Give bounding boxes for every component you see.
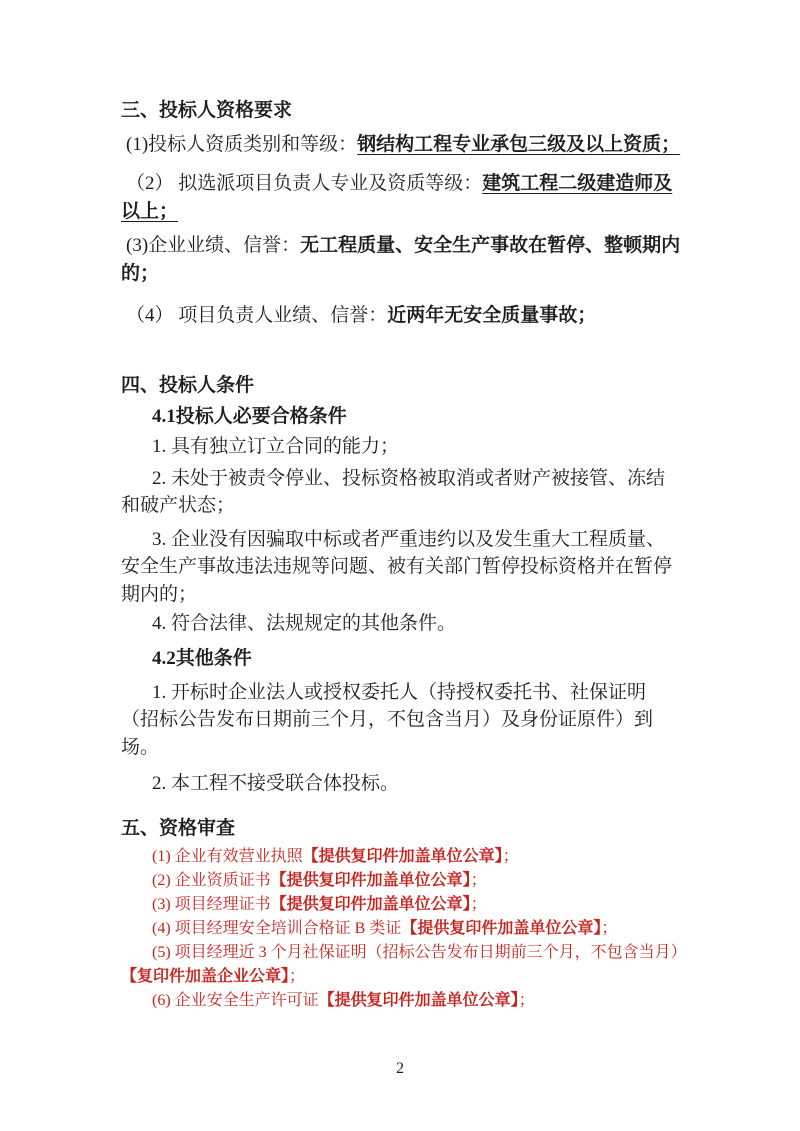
review-item-2-text: (2) 企业资质证书 — [152, 871, 271, 889]
review-item-1-text: (1) 企业有效营业执照 — [152, 847, 303, 865]
qualification-item-1 — [121, 131, 682, 159]
qualification-item-4-label: （4） 项目负责人业绩、信誉： — [126, 305, 388, 326]
review-item-3-text: (3) 项目经理证书 — [152, 895, 271, 913]
condition-item-2: 2. 未处于被责令停业、投标资格被取消或者财产被接管、冻结和破产状态； — [121, 467, 666, 516]
section-5-heading: 五、资格审查 — [121, 817, 236, 839]
review-item-3-stamp-note: 【提供复印件加盖单位公章】 — [270, 895, 471, 913]
qualification-item-2 — [121, 170, 682, 226]
review-item-5-end: ； — [289, 967, 306, 985]
review-item-2-end: ； — [470, 871, 487, 889]
review-item-5-stamp-note: 【复印件加盖企业公章】 — [121, 967, 290, 985]
review-item-6-text: (6) 企业安全生产许可证 — [152, 991, 319, 1009]
qualification-item-2-label: （2） 拟选派项目负责人专业及资质等级： — [126, 173, 483, 194]
review-item-4-stamp-note: 【提供复印件加盖单位公章】 — [401, 919, 602, 937]
qualification-item-1-value: 钢结构工程专业承包三级及以上资质； — [357, 134, 681, 155]
qualification-item-3 — [121, 232, 682, 288]
qualification-item-4-value: 近两年无安全质量事故； — [387, 305, 597, 326]
review-item-2 — [121, 869, 682, 893]
review-item-4-end: ； — [601, 919, 618, 937]
review-item-6-end: ； — [518, 991, 535, 1009]
qualification-item-3-value: 无工程质量、安全生产事故在暂停、整顿期内的； — [121, 235, 681, 284]
review-item-4-text: (4) 项目经理安全培训合格证 B 类证 — [152, 919, 402, 937]
review-item-1-stamp-note: 【提供复印件加盖单位公章】 — [302, 847, 503, 865]
condition-item-1: 1. 具有独立订立合同的能力； — [152, 436, 400, 457]
section-4-2-heading: 4.2其他条件 — [152, 647, 252, 669]
review-item-3 — [121, 893, 682, 917]
page-number: 2 — [396, 1060, 404, 1077]
review-item-1-end: ； — [502, 847, 519, 865]
condition-item-4: 4. 符合法律、法规规定的其他条件。 — [152, 613, 457, 634]
section-4-heading: 四、投标人条件 — [121, 375, 255, 396]
review-item-6-stamp-note: 【提供复印件加盖单位公章】 — [318, 991, 519, 1009]
section-4-1-heading: 4.1投标人必要合格条件 — [152, 406, 347, 427]
qualification-item-1-label: (1)投标人资质类别和等级： — [126, 134, 358, 155]
review-item-3-end: ； — [470, 895, 487, 913]
review-item-2-stamp-note: 【提供复印件加盖单位公章】 — [270, 871, 471, 889]
other-condition-item-2: 2. 本工程不接受联合体投标。 — [152, 773, 400, 794]
other-condition-item-1: 1. 开标时企业法人或授权委托人（持授权委托书、社保证明（招标公告发布日期前三个月，不包含当月）及身份证原件）到场。 — [121, 681, 654, 758]
section-3-heading: 三、投标人资格要求 — [121, 100, 293, 121]
review-item-1 — [121, 845, 682, 869]
qualification-item-3-label: (3)企业业绩、信誉： — [126, 235, 301, 256]
document-content — [121, 97, 687, 1013]
review-item-5 — [121, 941, 687, 989]
qualification-item-4 — [121, 302, 682, 330]
qualification-item-2-value: 建筑工程二级建造师及以上； — [121, 173, 673, 222]
review-item-6 — [121, 989, 682, 1013]
review-item-4 — [121, 917, 682, 941]
condition-item-3: 3. 企业没有因骗取中标或者严重违约以及发生重大工程质量、安全生产事故违法违规等问题、被有关部门暂停投标资格并在暂停期内的； — [121, 528, 673, 605]
review-item-5-text: (5) 项目经理近 3 个月社保证明（招标公告发布日期前三个月，不包含当月） — [152, 943, 687, 961]
